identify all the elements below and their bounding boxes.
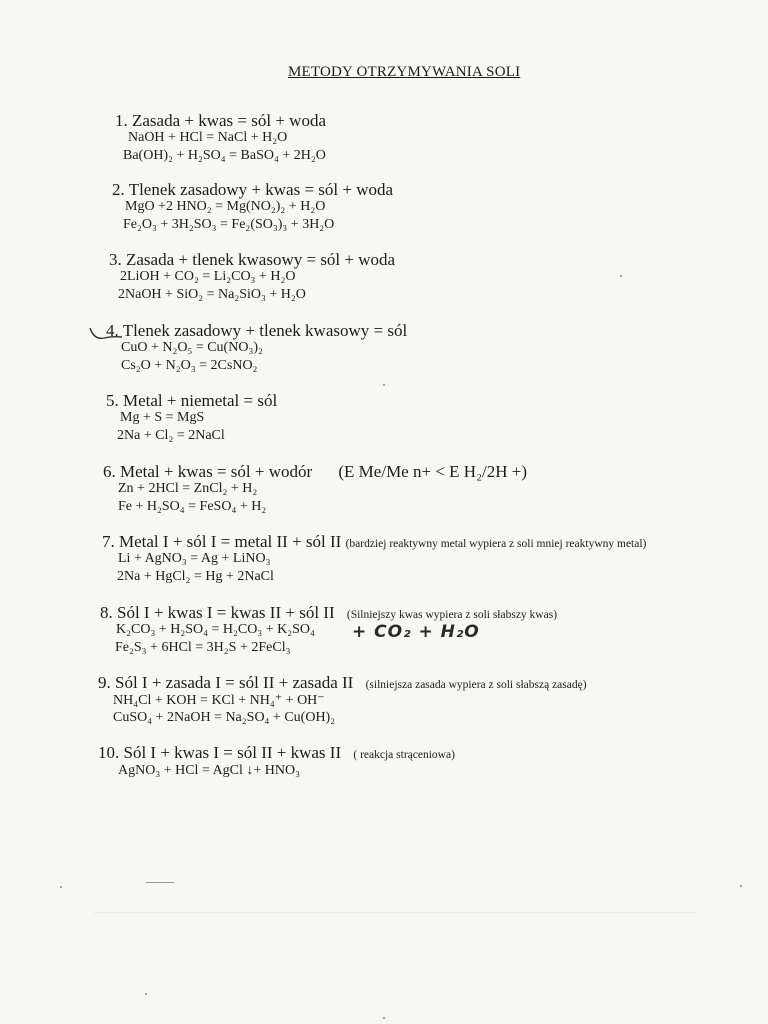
section-2-heading: 2. Tlenek zasadowy + kwas = sól + woda bbox=[112, 180, 394, 199]
section-8-line-2: Fe₂S₃ + 6HCl = 3H₂S + 2FeCl₃ bbox=[115, 640, 291, 655]
section-7-note: (bardziej reaktywny metal wypiera z soli mniej reaktywny metal) bbox=[345, 538, 647, 550]
scan-speck bbox=[383, 1017, 385, 1019]
section-9-line-2: CuSO₄ + 2NaOH = Na₂SO₄ + Cu(OH)₂ bbox=[113, 710, 336, 725]
section-1-line-1: NaOH + HCl = NaCl + H₂O bbox=[128, 130, 288, 145]
section-5-line-2: 2Na + Cl₂ = 2NaCl bbox=[117, 428, 225, 443]
section-9-line-1: NH₄Cl + KOH = KCl + NH₄⁺ + OH⁻ bbox=[113, 693, 325, 708]
section-10-note: ( reakcja strąceniowa) bbox=[353, 749, 455, 761]
section-9-heading: 9. Sól I + zasada I = sól II + zasada II (silniejsza zasada wypiera z soli słabszą zasadę) bbox=[98, 673, 587, 692]
section-8-note: (Silniejszy kwas wypiera z soli słabszy kwas) bbox=[346, 609, 558, 621]
section-4-line-1: CuO + N₂O₅ = Cu(NO₃)₂ bbox=[121, 340, 263, 355]
scan-mark bbox=[146, 882, 174, 883]
section-3-line-1: 2LiOH + CO₂ = Li₂CO₃ + H₂O bbox=[120, 269, 296, 284]
section-8-line-1: K₂CO₃ + H₂SO₄ = H₂CO₃ + K₂SO₄ bbox=[116, 622, 315, 637]
scan-speck bbox=[620, 275, 622, 277]
section-5-line-1: Mg + S = MgS bbox=[120, 410, 205, 425]
scan-speck bbox=[383, 384, 385, 386]
section-4-line-2: Cs₂O + N₂O₃ = 2CsNO₂ bbox=[121, 358, 258, 373]
handwritten-addition: + CO₂ + H₂O bbox=[352, 622, 480, 642]
section-10-line-1: AgNO₃ + HCl = AgCl ↓+ HNO₃ bbox=[118, 763, 301, 778]
section-3-heading: 3. Zasada + tlenek kwasowy = sól + woda bbox=[109, 250, 396, 269]
section-6-line-2: Fe + H₂SO₄ = FeSO₄ + H₂ bbox=[118, 499, 267, 514]
section-8-heading: 8. Sól I + kwas I = kwas II + sól II (Silniejszy kwas wypiera z soli słabszy kwas) bbox=[100, 603, 558, 622]
section-1-heading: 1. Zasada + kwas = sól + woda bbox=[115, 111, 326, 130]
scan-speck bbox=[145, 993, 147, 995]
page-title: METODY OTRZYMYWANIA SOLI bbox=[288, 64, 521, 80]
section-7-line-1: Li + AgNO₃ = Ag + LiNO₃ bbox=[118, 551, 271, 566]
section-2-line-1: MgO +2 HNO₂ = Mg(NO₂)₂ + H₂O bbox=[125, 199, 326, 214]
section-2-line-2: Fe₂O₃ + 3H₂SO₃ = Fe₂(SO₃)₃ + 3H₂O bbox=[123, 217, 335, 232]
scan-speck bbox=[740, 885, 742, 887]
section-1-line-2: Ba(OH)₂ + H₂SO₄ = BaSO₄ + 2H₂O bbox=[123, 148, 326, 163]
scan-noise bbox=[95, 912, 695, 915]
section-6-line-1: Zn + 2HCl = ZnCl₂ + H₂ bbox=[118, 481, 258, 496]
section-7-line-2: 2Na + HgCl₂ = Hg + 2NaCl bbox=[117, 569, 274, 584]
section-6-heading: 6. Metal + kwas = sól + wodór (E Me/Me n+ < E H₂/2H +) bbox=[103, 462, 527, 481]
scan-speck bbox=[60, 886, 62, 888]
section-10-heading: 10. Sól I + kwas I = sól II + kwas II ( reakcja strąceniowa) bbox=[98, 743, 455, 762]
section-4-heading: 4. Tlenek zasadowy + tlenek kwasowy = sól bbox=[106, 321, 408, 340]
section-3-line-2: 2NaOH + SiO₂ = Na₂SiO₃ + H₂O bbox=[118, 287, 306, 302]
section-9-note: (silniejsza zasada wypiera z soli słabszą zasadę) bbox=[365, 679, 587, 691]
section-5-heading: 5. Metal + niemetal = sól bbox=[106, 391, 278, 410]
section-6-note: (E Me/Me n+ < E H₂/2H +) bbox=[338, 462, 527, 481]
section-7-heading: 7. Metal I + sól I = metal II + sól II (bardziej reaktywny metal wypiera z soli mniej reaktywny metal) bbox=[102, 532, 647, 551]
